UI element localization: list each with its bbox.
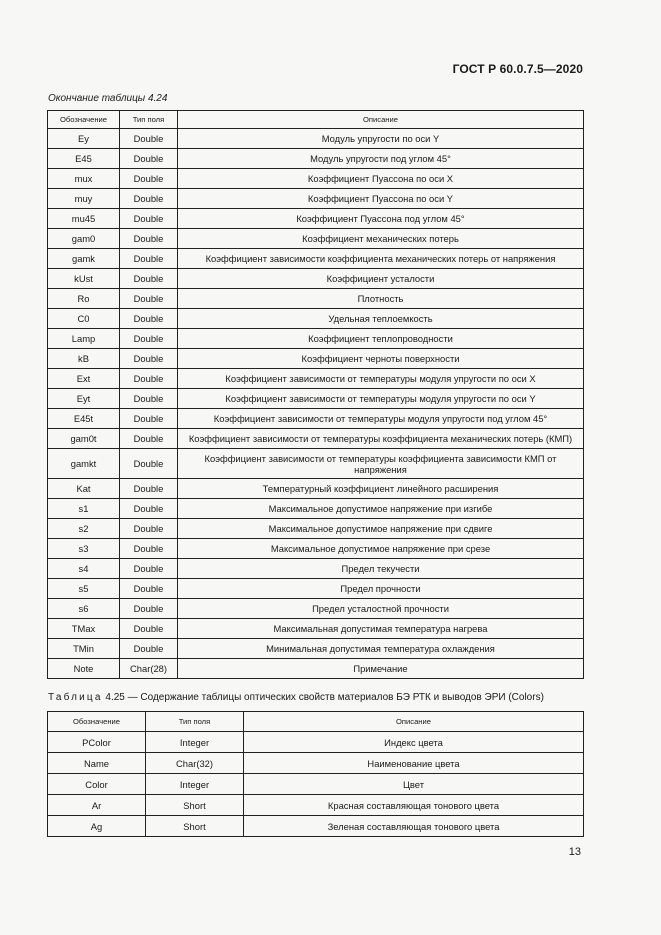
cell-field-type: Double <box>120 499 178 519</box>
cell-description: Коэффициент зависимости от температуры модуля упругости по оси Y <box>178 389 584 409</box>
table-row <box>48 249 584 269</box>
cell-field-type: Double <box>120 479 178 499</box>
cell-description: Коэффициент зависимости от температуры модуля упругости под углом 45° <box>178 409 584 429</box>
table-row <box>48 409 584 429</box>
cell-description: Коэффициент зависимости от температуры коэффициента механических потерь (КМП) <box>178 429 584 449</box>
column-header-field-type: Тип поля <box>120 111 178 129</box>
column-header-description: Описание <box>244 712 584 732</box>
cell-field-type: Char(32) <box>146 753 244 774</box>
cell-designation: TMin <box>48 639 120 659</box>
cell-field-type: Double <box>120 429 178 449</box>
cell-designation: gam0 <box>48 229 120 249</box>
table-row <box>48 816 584 837</box>
table-row <box>48 129 584 149</box>
cell-description: Коэффициент Пуассона по оси Y <box>178 189 584 209</box>
cell-description: Примечание <box>178 659 584 679</box>
column-header-description: Описание <box>178 111 584 129</box>
table-row <box>48 579 584 599</box>
cell-field-type: Double <box>120 229 178 249</box>
cell-designation: kUst <box>48 269 120 289</box>
cell-designation: Name <box>48 753 146 774</box>
cell-field-type: Double <box>120 559 178 579</box>
cell-designation: Eyt <box>48 389 120 409</box>
cell-designation: kB <box>48 349 120 369</box>
cell-designation: Ey <box>48 129 120 149</box>
cell-field-type: Double <box>120 619 178 639</box>
cell-designation: E45t <box>48 409 120 429</box>
cell-description: Максимальное допустимое напряжение при срезе <box>178 539 584 559</box>
cell-description: Коэффициент механических потерь <box>178 229 584 249</box>
cell-designation: gamk <box>48 249 120 269</box>
cell-field-type: Double <box>120 189 178 209</box>
cell-designation: s5 <box>48 579 120 599</box>
cell-designation: mu45 <box>48 209 120 229</box>
table-row <box>48 189 584 209</box>
cell-description: Коэффициент черноты поверхности <box>178 349 584 369</box>
cell-designation: E45 <box>48 149 120 169</box>
cell-description: Максимальное допустимое напряжение при сдвиге <box>178 519 584 539</box>
cell-field-type: Double <box>120 409 178 429</box>
cell-description: Цвет <box>244 774 584 795</box>
cell-description: Предел усталостной прочности <box>178 599 584 619</box>
cell-description: Наименование цвета <box>244 753 584 774</box>
cell-description: Коэффициент теплопроводности <box>178 329 584 349</box>
cell-designation: Ag <box>48 816 146 837</box>
table-row <box>48 209 584 229</box>
column-header-field-type: Тип поля <box>146 712 244 732</box>
cell-designation: s6 <box>48 599 120 619</box>
table-row <box>48 269 584 289</box>
table-row <box>48 539 584 559</box>
cell-designation: C0 <box>48 309 120 329</box>
table-row <box>48 289 584 309</box>
table-row <box>48 349 584 369</box>
cell-designation: Ext <box>48 369 120 389</box>
table-row <box>48 149 584 169</box>
cell-description: Максимальное допустимое напряжение при изгибе <box>178 499 584 519</box>
cell-designation: Kat <box>48 479 120 499</box>
cell-field-type: Double <box>120 519 178 539</box>
table-header-row <box>48 712 584 732</box>
cell-description: Коэффициент Пуассона по оси X <box>178 169 584 189</box>
table-row <box>48 639 584 659</box>
cell-designation: Ro <box>48 289 120 309</box>
table-row <box>48 774 584 795</box>
table-row <box>48 169 584 189</box>
cell-field-type: Double <box>120 249 178 269</box>
table-row <box>48 369 584 389</box>
table-row <box>48 732 584 753</box>
cell-field-type: Integer <box>146 774 244 795</box>
cell-description: Удельная теплоемкость <box>178 309 584 329</box>
table-row <box>48 659 584 679</box>
table-row <box>48 599 584 619</box>
cell-field-type: Double <box>120 129 178 149</box>
cell-field-type: Double <box>120 169 178 189</box>
cell-designation: s2 <box>48 519 120 539</box>
cell-description: Модуль упругости по оси Y <box>178 129 584 149</box>
table-4-25-caption-text: 4.25 — Содержание таблицы оптических свойств материалов БЭ РТК и выводов ЭРИ (Colors) <box>102 692 544 703</box>
cell-designation: mux <box>48 169 120 189</box>
cell-description: Коэффициент усталости <box>178 269 584 289</box>
cell-designation: Note <box>48 659 120 679</box>
cell-designation: Ar <box>48 795 146 816</box>
cell-field-type: Double <box>120 599 178 619</box>
table-4-24-caption: Окончание таблицы 4.24 <box>48 93 168 104</box>
cell-field-type: Double <box>120 329 178 349</box>
table-4-25 <box>47 711 584 837</box>
cell-designation: s1 <box>48 499 120 519</box>
cell-field-type: Double <box>120 449 178 479</box>
cell-field-type: Integer <box>146 732 244 753</box>
table-header-row <box>48 111 584 129</box>
cell-designation: gam0t <box>48 429 120 449</box>
cell-description: Температурный коэффициент линейного расширения <box>178 479 584 499</box>
cell-field-type: Double <box>120 289 178 309</box>
table-row <box>48 795 584 816</box>
table-row <box>48 519 584 539</box>
cell-field-type: Double <box>120 269 178 289</box>
cell-designation: s4 <box>48 559 120 579</box>
table-row <box>48 309 584 329</box>
table-row <box>48 229 584 249</box>
table-row <box>48 479 584 499</box>
table-4-25-caption <box>48 692 544 703</box>
cell-designation: Color <box>48 774 146 795</box>
cell-designation: Lamp <box>48 329 120 349</box>
document-standard-number: ГОСТ Р 60.0.7.5—2020 <box>452 62 583 76</box>
cell-field-type: Char(28) <box>120 659 178 679</box>
table-row <box>48 753 584 774</box>
page-number: 13 <box>568 846 581 858</box>
table-row <box>48 329 584 349</box>
cell-description: Коэффициент зависимости коэффициента механических потерь от напряжения <box>178 249 584 269</box>
cell-field-type: Double <box>120 209 178 229</box>
cell-description: Предел прочности <box>178 579 584 599</box>
cell-field-type: Double <box>120 539 178 559</box>
column-header-designation: Обозначение <box>48 111 120 129</box>
table-row <box>48 389 584 409</box>
cell-description: Коэффициент Пуассона под углом 45° <box>178 209 584 229</box>
cell-designation: gamkt <box>48 449 120 479</box>
cell-designation: PColor <box>48 732 146 753</box>
table-4-24 <box>47 110 584 679</box>
cell-designation: muy <box>48 189 120 209</box>
table-row <box>48 619 584 639</box>
cell-designation: s3 <box>48 539 120 559</box>
column-header-designation: Обозначение <box>48 712 146 732</box>
cell-field-type: Double <box>120 369 178 389</box>
cell-field-type: Double <box>120 149 178 169</box>
table-row <box>48 449 584 479</box>
cell-description: Предел текучести <box>178 559 584 579</box>
cell-field-type: Double <box>120 389 178 409</box>
table-row <box>48 499 584 519</box>
cell-description: Коэффициент зависимости от температуры коэффициента зависимости КМП от напряжения <box>178 449 584 479</box>
cell-description: Коэффициент зависимости от температуры модуля упругости по оси X <box>178 369 584 389</box>
cell-field-type: Double <box>120 639 178 659</box>
cell-description: Плотность <box>178 289 584 309</box>
cell-field-type: Double <box>120 309 178 329</box>
cell-description: Красная составляющая тонового цвета <box>244 795 584 816</box>
table-4-25-caption-prefix: Таблица <box>48 692 103 703</box>
cell-designation: TMax <box>48 619 120 639</box>
table-row <box>48 559 584 579</box>
cell-description: Максимальная допустимая температура нагрева <box>178 619 584 639</box>
table-row <box>48 429 584 449</box>
cell-description: Зеленая составляющая тонового цвета <box>244 816 584 837</box>
cell-field-type: Short <box>146 795 244 816</box>
cell-description: Модуль упругости под углом 45° <box>178 149 584 169</box>
cell-field-type: Double <box>120 579 178 599</box>
cell-description: Минимальная допустимая температура охлаждения <box>178 639 584 659</box>
cell-description: Индекс цвета <box>244 732 584 753</box>
cell-field-type: Short <box>146 816 244 837</box>
cell-field-type: Double <box>120 349 178 369</box>
